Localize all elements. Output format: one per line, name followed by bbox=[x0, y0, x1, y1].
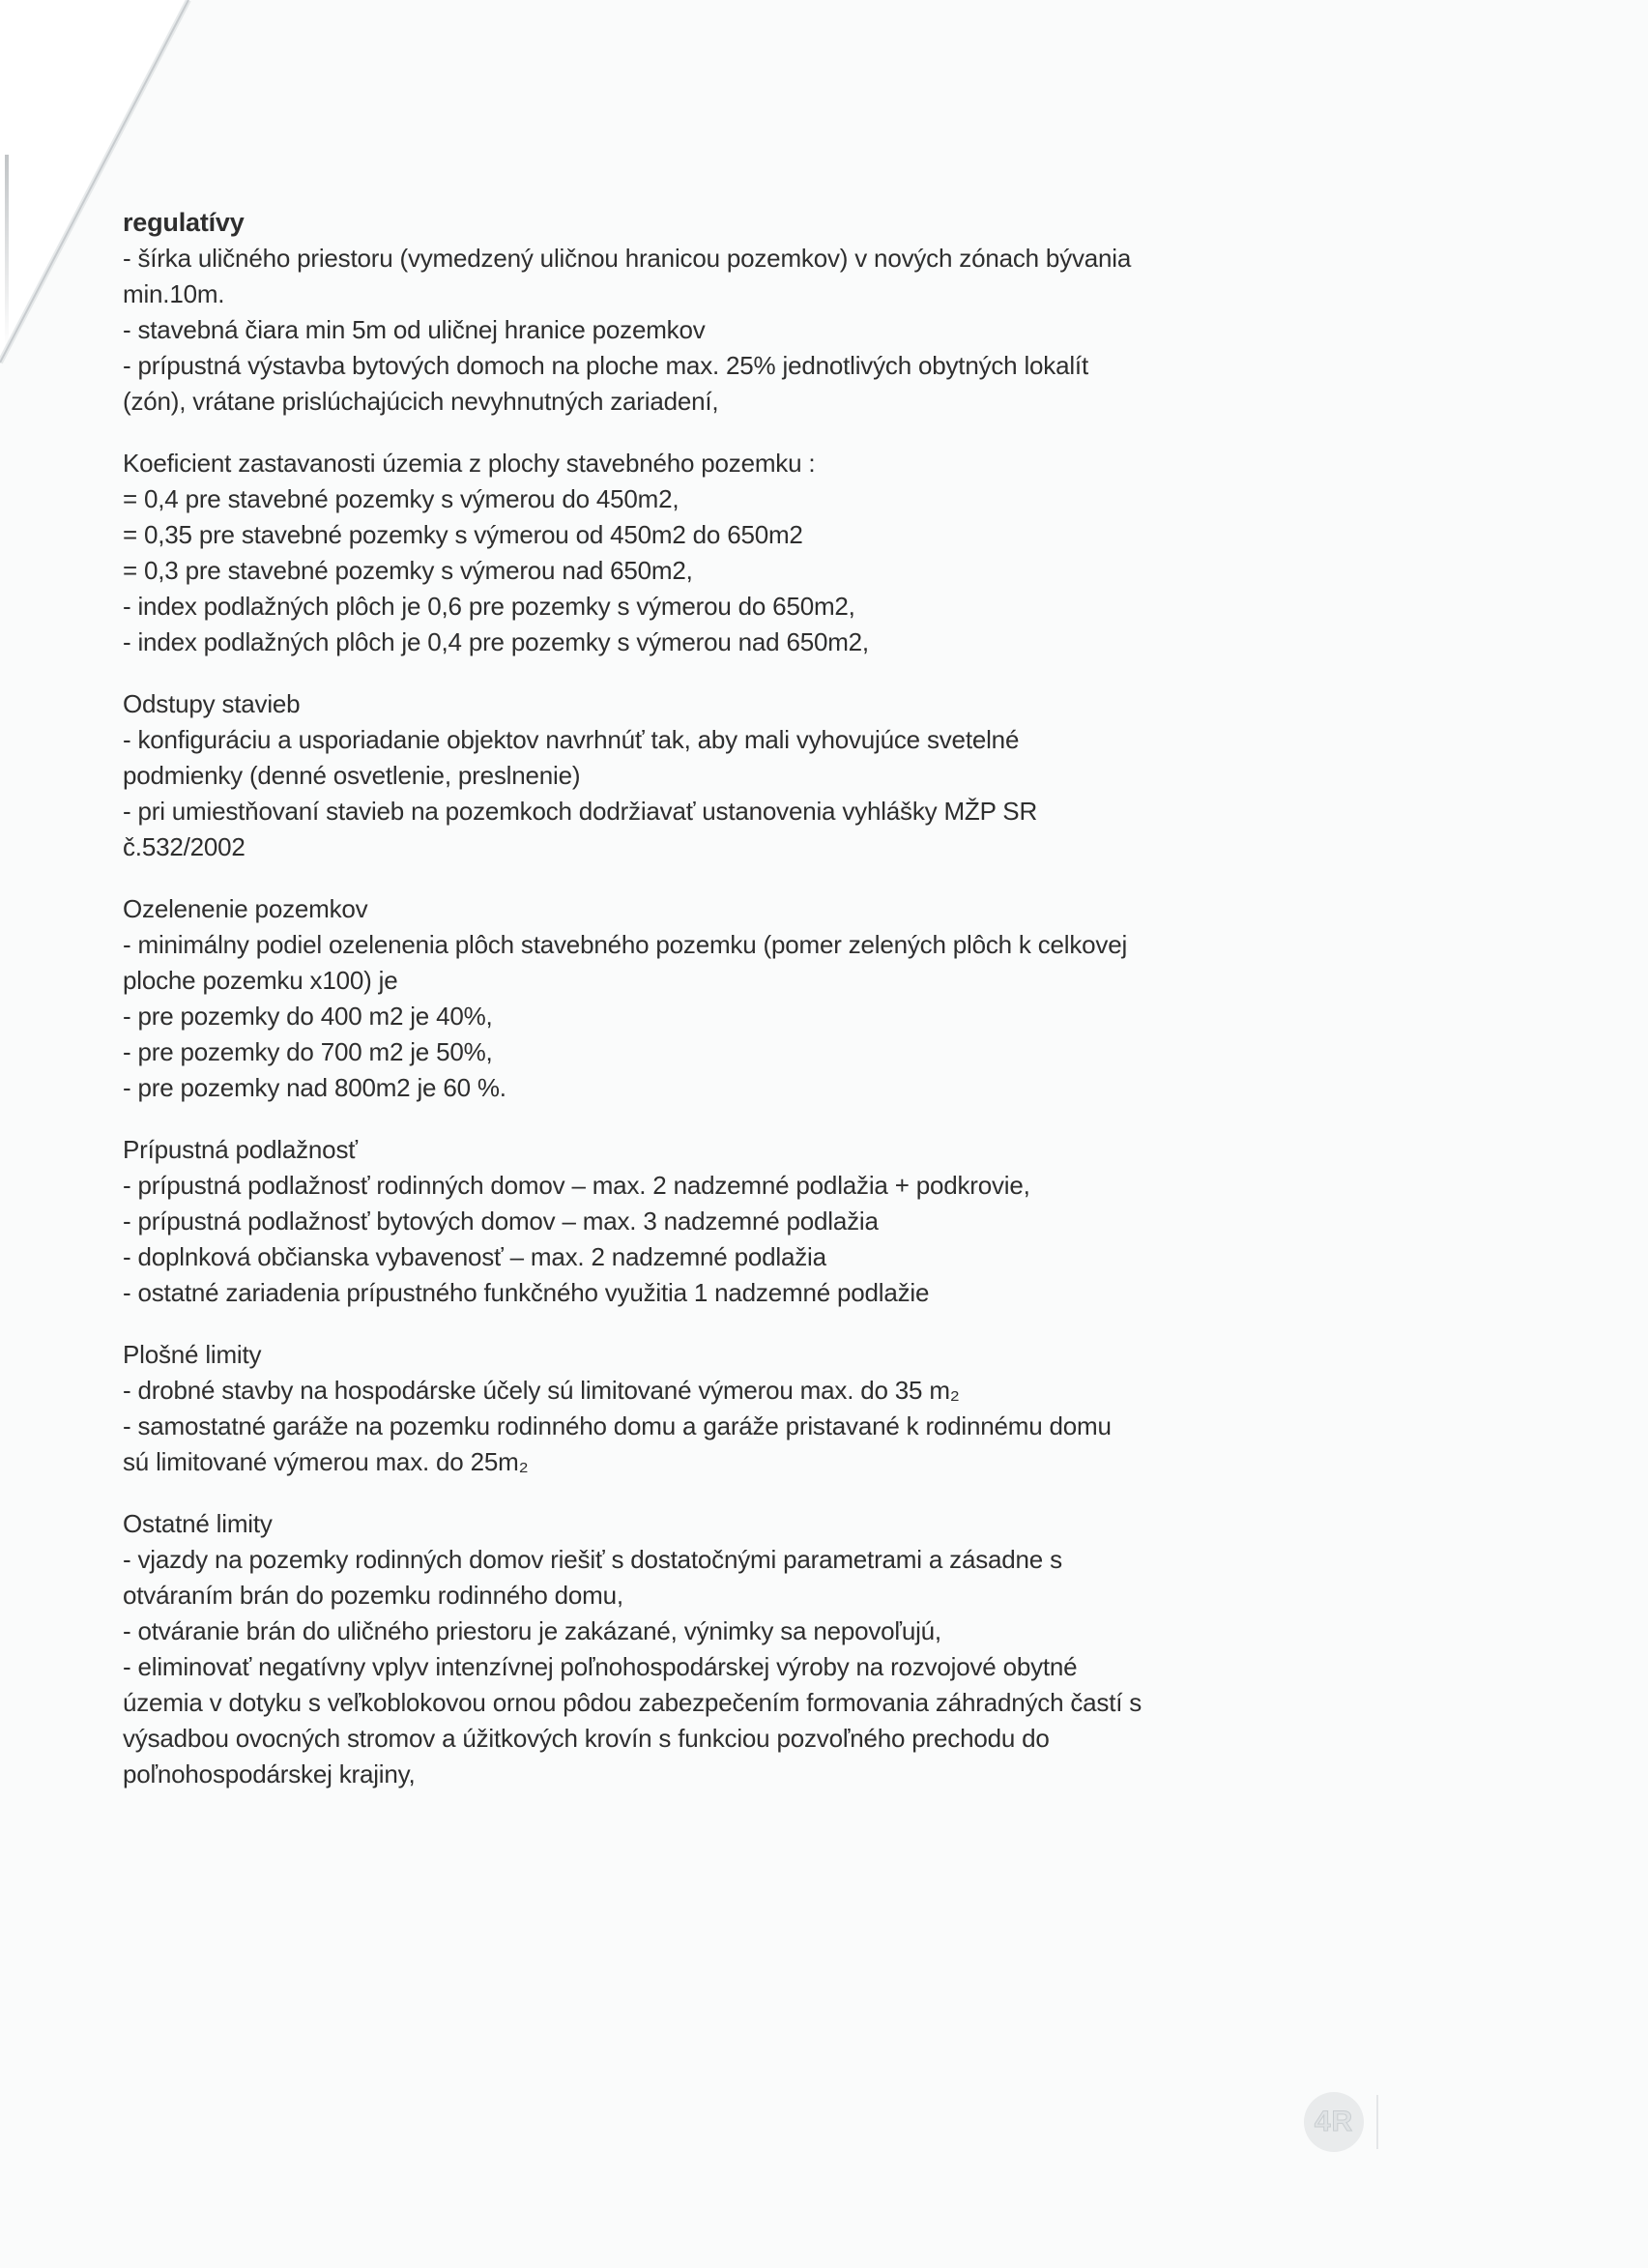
text-line: - vjazdy na pozemky rodinných domov riešiť s dostatočnými parametrami a zásadne s bbox=[123, 1545, 1062, 1574]
text-line: - prípustná podlažnosť rodinných domov – max. 2 nadzemné podlažia + podkrovie, bbox=[123, 1171, 1030, 1200]
text-line: - pre pozemky do 400 m2 je 40%, bbox=[123, 1002, 493, 1031]
text-line: poľnohospodárskej krajiny, bbox=[123, 1759, 416, 1788]
text-line: ploche pozemku x100) je bbox=[123, 966, 398, 995]
text-line: = 0,4 pre stavebné pozemky s výmerou do 450m2, bbox=[123, 484, 679, 513]
text-line: - drobné stavby na hospodárske účely sú limitované výmerou max. do 35 m₂ bbox=[123, 1376, 960, 1405]
text-line: = 0,35 pre stavebné pozemky s výmerou od 450m2 do 650m2 bbox=[123, 520, 803, 549]
text-line: - konfiguráciu a usporiadanie objektov navrhnúť tak, aby mali vyhovujúce svetelné bbox=[123, 725, 1020, 754]
document-section bbox=[123, 446, 1379, 660]
watermark-divider-line bbox=[1376, 2095, 1378, 2149]
text-line: - stavebná čiara min 5m od uličnej hranice pozemkov bbox=[123, 315, 706, 344]
text-line: - ostatné zariadenia prípustného funkčného využitia 1 nadzemné podlažie bbox=[123, 1278, 930, 1307]
text-line: min.10m. bbox=[123, 279, 225, 308]
text-line: - prípustná výstavba bytových domoch na ploche max. 25% jednotlivých obytných lokalít bbox=[123, 351, 1088, 380]
section-heading: Prípustná podlažnosť bbox=[123, 1135, 358, 1164]
text-line: podmienky (denné osvetlenie, preslnenie) bbox=[123, 761, 581, 790]
text-line: = 0,3 pre stavebné pozemky s výmerou nad 650m2, bbox=[123, 556, 693, 585]
watermark-label: 4R bbox=[1314, 2106, 1354, 2137]
text-line: - index podlažných plôch je 0,6 pre pozemky s výmerou do 650m2, bbox=[123, 592, 855, 621]
text-line: sú limitované výmerou max. do 25m₂ bbox=[123, 1447, 529, 1476]
text-line: č.532/2002 bbox=[123, 832, 246, 861]
text-line: - minimálny podiel ozelenenia plôch stavebného pozemku (pomer zelených plôch k celkovej bbox=[123, 930, 1128, 959]
document-section bbox=[123, 1132, 1379, 1311]
document-body bbox=[123, 205, 1379, 1792]
text-line: - index podlažných plôch je 0,4 pre pozemky s výmerou nad 650m2, bbox=[123, 627, 869, 656]
text-line: otváraním brán do pozemku rodinného domu, bbox=[123, 1581, 623, 1610]
section-heading: Odstupy stavieb bbox=[123, 689, 301, 718]
document-section bbox=[123, 241, 1379, 420]
text-line: - eliminovať negatívny vplyv intenzívnej poľnohospodárskej výroby na rozvojové obytné bbox=[123, 1652, 1078, 1681]
text-line: územia v dotyku s veľkoblokovou ornou pôdou zabezpečením formovania záhradných častí s bbox=[123, 1688, 1142, 1717]
document-sections bbox=[123, 241, 1379, 1792]
section-heading: Ostatné limity bbox=[123, 1509, 273, 1538]
text-line: - samostatné garáže na pozemku rodinného domu a garáže pristavané k rodinnému domu bbox=[123, 1411, 1112, 1440]
text-line: - pre pozemky nad 800m2 je 60 %. bbox=[123, 1073, 506, 1102]
text-line: - prípustná podlažnosť bytových domov – max. 3 nadzemné podlažia bbox=[123, 1207, 879, 1236]
document-section bbox=[123, 1337, 1379, 1480]
left-edge-mark bbox=[5, 155, 9, 348]
text-line: - pre pozemky do 700 m2 je 50%, bbox=[123, 1037, 493, 1066]
document-section bbox=[123, 1506, 1379, 1792]
text-line: výsadbou ovocných stromov a úžitkových krovín s funkciou pozvoľného prechodu do bbox=[123, 1724, 1050, 1753]
text-line: - pri umiestňovaní stavieb na pozemkoch dodržiavať ustanovenia vyhlášky MŽP SR bbox=[123, 797, 1038, 826]
section-heading: Ozelenenie pozemkov bbox=[123, 894, 368, 923]
text-line: - otváranie brán do uličného priestoru je zakázané, výnimky sa nepovoľujú, bbox=[123, 1616, 941, 1645]
section-heading: Plošné limity bbox=[123, 1340, 262, 1369]
text-line: - doplnková občianska vybavenosť – max. 2 nadzemné podlažia bbox=[123, 1242, 826, 1271]
document-section bbox=[123, 891, 1379, 1106]
section-heading: Koeficient zastavanosti územia z plochy stavebného pozemku : bbox=[123, 449, 816, 478]
text-line: - šírka uličného priestoru (vymedzený uličnou hranicou pozemkov) v nových zónach bývania bbox=[123, 244, 1132, 273]
text-line: (zón), vrátane prislúchajúcich nevyhnutných zariadení, bbox=[123, 387, 719, 416]
document-section bbox=[123, 686, 1379, 865]
hr-watermark-logo bbox=[1304, 2092, 1364, 2152]
document-title: regulatívy bbox=[123, 208, 245, 237]
